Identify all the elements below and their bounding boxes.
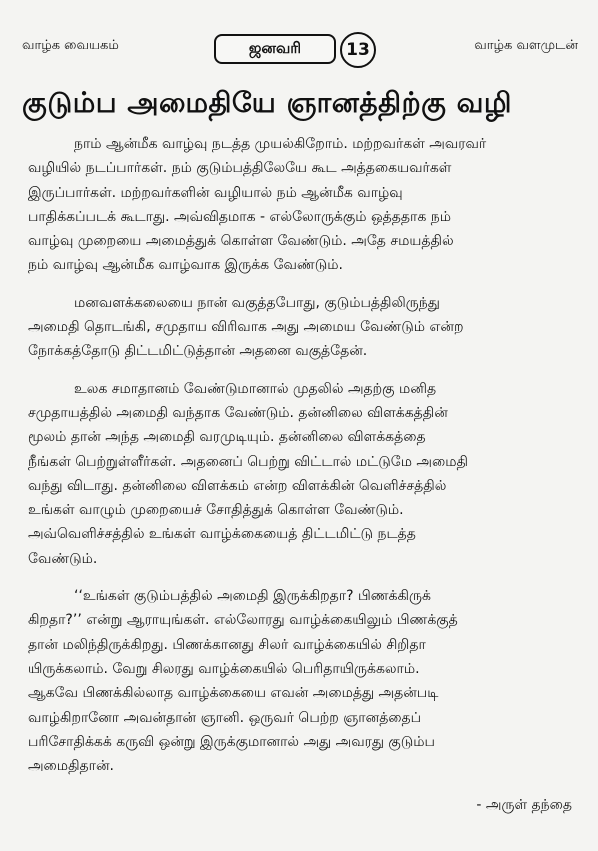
text-line: உலக சமாதானம் வேண்டுமானால் முதலில் அதற்கு மனித bbox=[74, 380, 437, 397]
page-title: குடும்ப அமைதியே ஞானத்திற்கு வழி bbox=[22, 86, 512, 119]
text-line: ‘‘உங்கள் குடும்பத்தில் அமைதி இருக்கிறதா? பிணக்கிருக் bbox=[74, 588, 431, 605]
paragraph bbox=[28, 584, 574, 778]
text-line: வாழ்வு முறையை அமைத்துக் கொள்ள வேண்டும். அதே சமயத்தில் bbox=[28, 233, 454, 250]
text-line: இருப்பார்கள். மற்றவர்களின் வழியால் நம் ஆன்மீக வாழ்வு bbox=[28, 184, 403, 201]
header-left-motto: வாழ்க வையகம் bbox=[22, 38, 119, 53]
header-right-motto: வாழ்க வளமுடன் bbox=[474, 38, 578, 53]
text-line: நம் வாழ்வு ஆன்மீக வாழ்வாக இருக்க வேண்டும். bbox=[28, 257, 343, 274]
date-number: 13 bbox=[340, 32, 376, 68]
text-line: பரிசோதிக்கக் கருவி ஒன்று இருக்குமானால் அது அவரது குடும்ப bbox=[28, 733, 435, 750]
text-line: நீங்கள் பெற்றுள்ளீர்கள். அதனைப் பெற்று விட்டால் மட்டுமே அமைதி bbox=[28, 453, 468, 470]
paragraph bbox=[28, 132, 574, 278]
signature: - அருள் தந்தை bbox=[476, 797, 572, 813]
text-line: வந்து விடாது. தன்னிலை விளக்கம் என்ற விளக்கின் வெளிச்சத்தில் bbox=[28, 477, 447, 494]
page-header bbox=[22, 30, 578, 70]
text-line: அமைதிதான். bbox=[28, 758, 115, 775]
text-line: வழியில் நடப்பார்கள். நம் குடும்பத்திலேயே கூட அத்தகையவர்கள் bbox=[28, 160, 452, 177]
text-line: மனவளக்கலையை நான் வகுத்தபோது, குடும்பத்திலிருந்து bbox=[74, 294, 440, 311]
text-line: நோக்கத்தோடு திட்டமிட்டுத்தான் அதனை வகுத்தேன். bbox=[28, 343, 368, 360]
text-line: யிருக்கலாம். வேறு சிலரது வாழ்க்கையில் பெரிதாயிருக்கலாம். bbox=[28, 660, 420, 677]
text-line: மூலம் தான் அந்த அமைதி வரமுடியும். தன்னிலை விளக்கத்தை bbox=[28, 429, 426, 446]
text-line: ஆகவே பிணக்கில்லாத வாழ்க்கையை எவன் அமைத்து அதன்படி bbox=[28, 685, 439, 702]
text-line: அமைதி தொடங்கி, சமுதாய விரிவாக அது அமைய வேண்டும் என்ற bbox=[28, 319, 464, 336]
article-body bbox=[28, 132, 574, 791]
paragraph bbox=[28, 291, 574, 364]
text-line: நாம் ஆன்மீக வாழ்வு நடத்த முயல்கிறோம். மற்றவர்கள் அவரவர் bbox=[74, 136, 487, 152]
text-line: வாழ்கிறானோ அவன்தான் ஞானி. ஒருவர் பெற்ற ஞானத்தைப் bbox=[28, 709, 422, 726]
text-line: தான் மலிந்திருக்கிறது. பிணக்கானது சிலர் வாழ்க்கையில் சிறிதா bbox=[28, 636, 426, 653]
text-line: உங்கள் வாழும் முறையைச் சோதித்துக் கொள்ள வேண்டும். bbox=[28, 502, 404, 519]
text-line: கிறதா?’’ என்று ஆராயுங்கள். எல்லோரது வாழ்க்கையிலும் பிணக்குத் bbox=[28, 612, 458, 629]
month-label: ஜனவரி bbox=[214, 34, 336, 64]
text-line: வேண்டும். bbox=[28, 550, 98, 567]
paragraph bbox=[28, 377, 574, 571]
text-line: பாதிக்கப்படக் கூடாது. அவ்விதமாக - எல்லோருக்கும் ஒத்ததாக நம் bbox=[28, 208, 452, 225]
text-line: சமுதாயத்தில் அமைதி வந்தாக வேண்டும். தன்னிலை விளக்கத்தின் bbox=[28, 404, 448, 421]
text-line: அவ்வெளிச்சத்தில் உங்கள் வாழ்க்கையைத் திட்டமிட்டு நடத்த bbox=[28, 526, 416, 543]
